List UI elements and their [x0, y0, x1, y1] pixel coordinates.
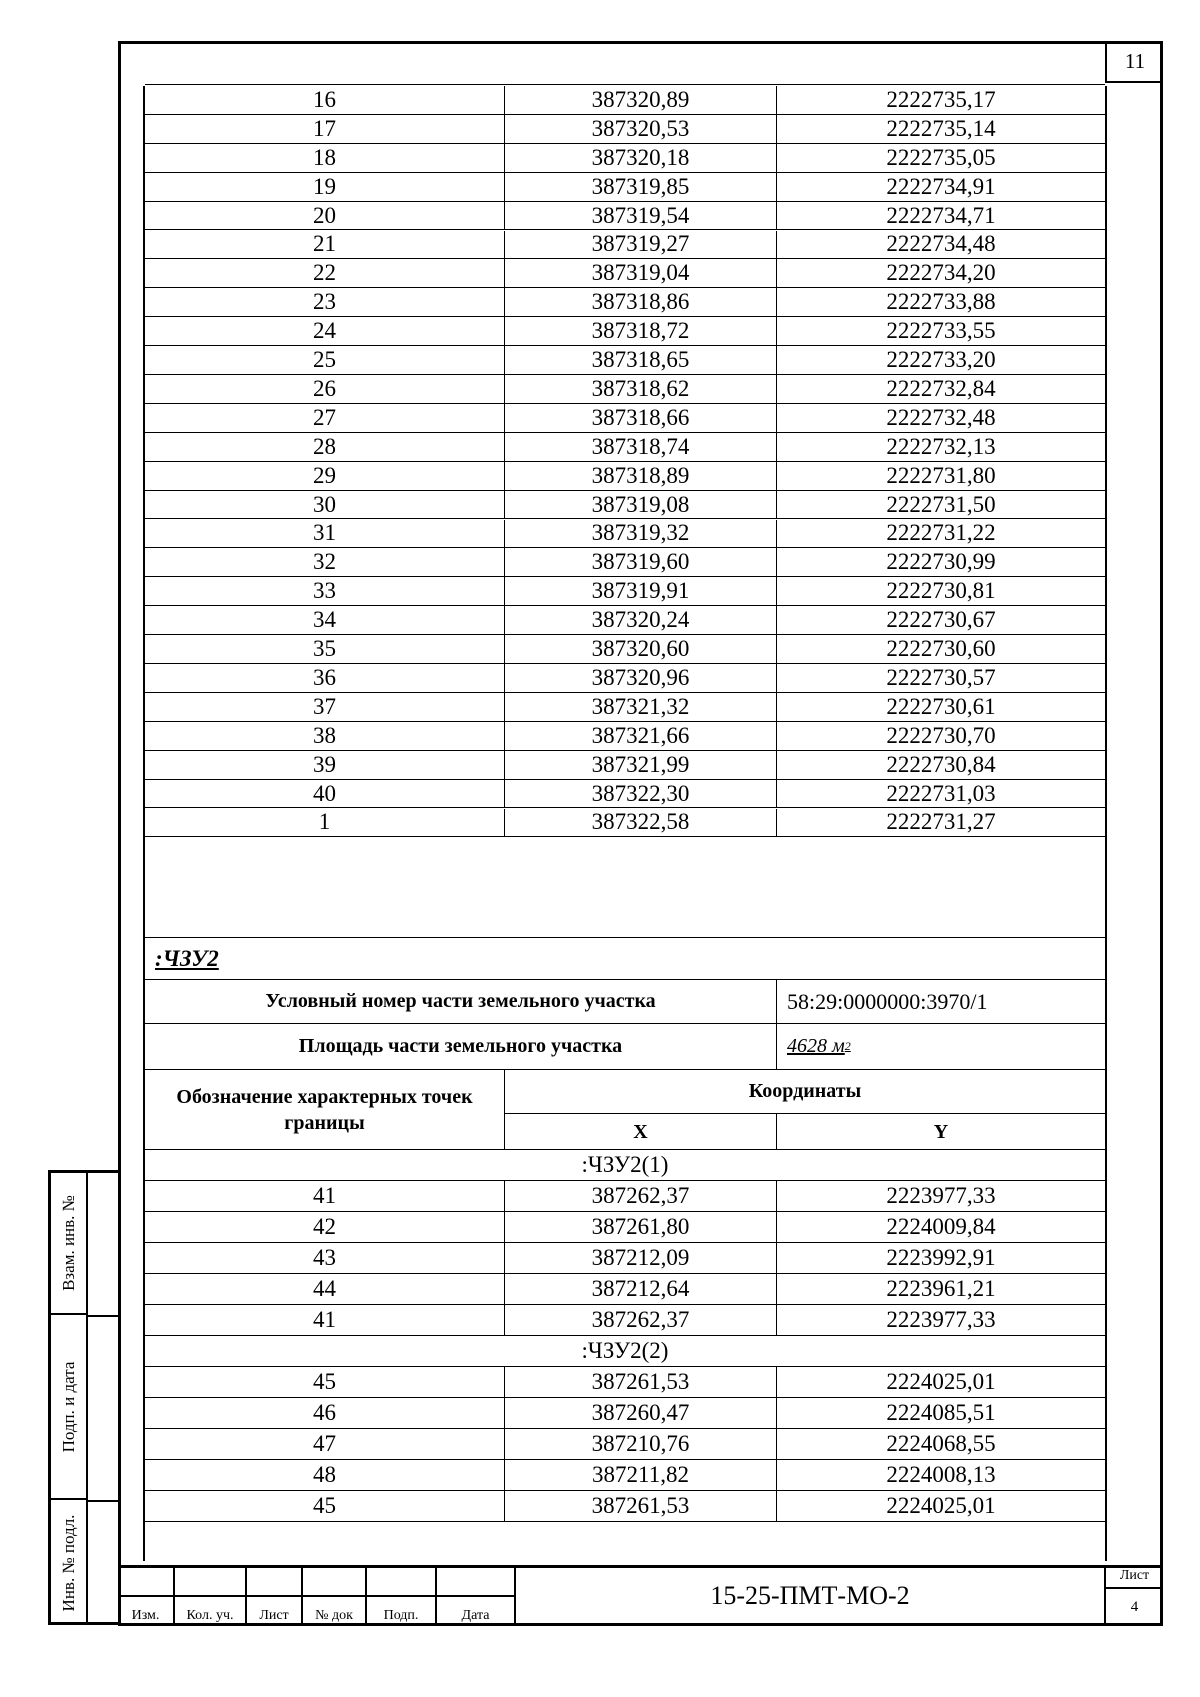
x-cell: 387320,53: [505, 115, 777, 143]
y-cell: 2222733,55: [886, 318, 996, 344]
table-row: [145, 231, 1105, 260]
y-cell: 2222734,48: [886, 231, 996, 257]
x-cell: 387322,30: [505, 780, 777, 808]
table-row: [145, 548, 1105, 577]
side-stamp: [48, 1170, 118, 1625]
table-row: [145, 144, 1105, 173]
x-cell: 387319,08: [505, 491, 777, 519]
x-cell: 387319,32: [505, 520, 777, 548]
y-cell: 2222731,03: [886, 780, 996, 806]
x-cell: 387322,58: [505, 809, 777, 837]
point-id-cell: 43: [145, 1243, 505, 1273]
table-row: [145, 288, 1105, 317]
area-label: Площадь части земельного участка: [145, 1024, 777, 1069]
table-row: [145, 751, 1105, 780]
table-row: [145, 577, 1105, 606]
point-id-cell: 46: [145, 1398, 505, 1428]
x-cell: 387320,89: [505, 86, 777, 114]
stamp-col-sign: Подп.: [367, 1565, 437, 1626]
y-cell: 2222733,20: [886, 347, 996, 373]
y-cell: 2222733,88: [886, 289, 996, 315]
point-id-cell: 25: [145, 346, 505, 374]
table-row: [145, 1460, 1105, 1491]
table-row: [145, 1274, 1105, 1305]
y-cell: 2224009,84: [886, 1214, 996, 1239]
point-id-cell: 16: [145, 86, 505, 114]
table-row: [145, 1491, 1105, 1522]
side-cell-inv: Инв. № подл.: [51, 1500, 88, 1625]
x-header: X: [505, 1114, 777, 1150]
table-row: [145, 693, 1105, 722]
table-row: [145, 346, 1105, 375]
spacer-row: [145, 906, 1105, 938]
stamp-col-doc: № док: [303, 1565, 367, 1626]
group2-title: :ЧЗУ2(2): [581, 1338, 669, 1363]
y-cell: 2222730,57: [886, 664, 996, 690]
point-id-cell: 18: [145, 144, 505, 172]
y-cell: 2222734,71: [886, 202, 996, 228]
page-number: 11: [1105, 41, 1163, 83]
y-cell: 2222730,60: [886, 636, 996, 662]
point-id-cell: 41: [145, 1181, 505, 1211]
point-id-cell: 37: [145, 693, 505, 721]
x-cell: 387319,54: [505, 202, 777, 230]
x-cell: 387318,86: [505, 288, 777, 316]
y-cell: 2222732,84: [886, 375, 996, 401]
y-cell: 2224068,55: [886, 1431, 996, 1456]
sheet-label: Лист: [1106, 1565, 1163, 1589]
side-cell-replace: Взам. инв. №: [51, 1173, 88, 1315]
x-cell: 387318,66: [505, 404, 777, 432]
x-cell: 387211,82: [505, 1460, 777, 1490]
x-cell: 387262,37: [505, 1181, 777, 1211]
y-cell: 2222730,67: [886, 607, 996, 633]
y-cell: 2222730,84: [886, 751, 996, 777]
point-id-cell: 19: [145, 173, 505, 201]
x-cell: 387319,60: [505, 548, 777, 576]
point-id-cell: 22: [145, 259, 505, 287]
y-cell: 2223992,91: [886, 1245, 996, 1270]
title-block: [118, 1565, 1163, 1626]
header-row: [145, 1070, 1105, 1150]
table-row: [145, 433, 1105, 462]
x-cell: 387318,62: [505, 375, 777, 403]
stamp-col-izm: Изм.: [118, 1565, 175, 1626]
x-cell: 387212,09: [505, 1243, 777, 1273]
x-cell: 387319,85: [505, 173, 777, 201]
table-row: [145, 115, 1105, 144]
cond-number-value: 58:29:0000000:3970/1: [787, 988, 988, 1014]
point-id-cell: 45: [145, 1367, 505, 1397]
x-cell: 387319,91: [505, 577, 777, 605]
point-id-cell: 28: [145, 433, 505, 461]
point-id-cell: 30: [145, 491, 505, 519]
x-cell: 387321,32: [505, 693, 777, 721]
point-id-cell: 27: [145, 404, 505, 432]
x-cell: 387320,96: [505, 664, 777, 692]
y-cell: 2222731,22: [886, 520, 996, 546]
x-cell: 387318,65: [505, 346, 777, 374]
point-id-cell: 33: [145, 577, 505, 605]
point-id-cell: 32: [145, 548, 505, 576]
table-row: [145, 202, 1105, 231]
y-cell: 2222730,99: [886, 549, 996, 575]
x-cell: 387319,27: [505, 231, 777, 259]
point-id-cell: 36: [145, 664, 505, 692]
table-row: [145, 86, 1105, 115]
group1-title-row: [145, 1150, 1105, 1181]
point-id-cell: 38: [145, 722, 505, 750]
section-title-row: [145, 938, 1105, 980]
y-cell: 2224025,01: [886, 1493, 996, 1518]
point-id-cell: 44: [145, 1274, 505, 1304]
point-id-cell: 17: [145, 115, 505, 143]
table-row: [145, 635, 1105, 664]
point-id-cell: 26: [145, 375, 505, 403]
x-cell: 387321,99: [505, 751, 777, 779]
cond-number-label: Условный номер части земельного участка: [145, 980, 777, 1023]
section-title: :ЧЗУ2: [155, 945, 219, 971]
y-cell: 2222735,17: [886, 86, 996, 112]
point-id-cell: 34: [145, 606, 505, 634]
document-code: 15-25-ПМТ-МО-2: [710, 1580, 910, 1610]
point-id-cell: 23: [145, 288, 505, 316]
table-row: [145, 606, 1105, 635]
y-cell: 2222732,13: [886, 433, 996, 459]
x-cell: 387320,24: [505, 606, 777, 634]
cond-number-row: [145, 980, 1105, 1024]
y-cell: 2222735,05: [886, 144, 996, 170]
stamp-col-kol: Кол. уч.: [175, 1565, 247, 1626]
point-id-cell: 41: [145, 1305, 505, 1335]
table-row: [145, 520, 1105, 549]
y-cell: 2222734,20: [886, 260, 996, 286]
area-value: 4628 м 2: [787, 1035, 851, 1057]
point-id-cell: 47: [145, 1429, 505, 1459]
stamp-col-list: Лист: [247, 1565, 303, 1626]
y-cell: 2224008,13: [886, 1462, 996, 1487]
table-row: [145, 1429, 1105, 1460]
area-row: [145, 1024, 1105, 1070]
table-row: [145, 375, 1105, 404]
table-row: [145, 491, 1105, 520]
x-cell: 387320,18: [505, 144, 777, 172]
x-cell: 387210,76: [505, 1429, 777, 1459]
y-cell: 2222730,81: [886, 578, 996, 604]
stamp-col-date: Дата: [437, 1565, 516, 1626]
x-cell: 387321,66: [505, 722, 777, 750]
point-id-cell: 48: [145, 1460, 505, 1490]
side-cell-sign: Подп. и дата: [51, 1315, 88, 1500]
group2-title-row: [145, 1336, 1105, 1367]
table-row: [145, 173, 1105, 202]
point-id-cell: 39: [145, 751, 505, 779]
y-cell: 2223977,33: [886, 1307, 996, 1332]
group1-title: :ЧЗУ2(1): [581, 1152, 669, 1177]
y-header: Y: [933, 1120, 949, 1143]
x-cell: 387261,53: [505, 1491, 777, 1521]
point-id-cell: 20: [145, 202, 505, 230]
point-id-cell: 29: [145, 462, 505, 490]
y-cell: 2223961,21: [886, 1276, 996, 1301]
coords-header: Координаты: [505, 1070, 1105, 1114]
y-cell: 2224085,51: [886, 1400, 996, 1425]
table-row: [145, 1305, 1105, 1336]
y-cell: 2222735,14: [886, 115, 996, 141]
point-id-cell: 42: [145, 1212, 505, 1242]
point-id-cell: 45: [145, 1491, 505, 1521]
x-cell: 387318,72: [505, 317, 777, 345]
table-row: [145, 317, 1105, 346]
point-id-cell: 40: [145, 780, 505, 808]
table-row: [145, 722, 1105, 751]
point-id-cell: 21: [145, 231, 505, 259]
y-cell: 2222730,70: [886, 722, 996, 748]
table-row: [145, 809, 1105, 838]
x-cell: 387319,04: [505, 259, 777, 287]
table-row: [145, 780, 1105, 809]
table-row: [145, 404, 1105, 433]
y-cell: 2224025,01: [886, 1369, 996, 1394]
table-row: [145, 1398, 1105, 1429]
x-cell: 387262,37: [505, 1305, 777, 1335]
y-cell: 2222731,80: [886, 462, 996, 488]
table-row: [145, 1212, 1105, 1243]
y-cell: 2222730,61: [886, 693, 996, 719]
point-id-cell: 24: [145, 317, 505, 345]
x-cell: 387320,60: [505, 635, 777, 663]
y-cell: 2222731,50: [886, 491, 996, 517]
point-id-cell: 1: [145, 809, 505, 837]
sheet-value: 4: [1130, 1599, 1139, 1615]
x-cell: 387261,53: [505, 1367, 777, 1397]
y-cell: 2222732,48: [886, 404, 996, 430]
y-cell: 2223977,33: [886, 1183, 996, 1208]
table-row: [145, 259, 1105, 288]
table-row: [145, 1181, 1105, 1212]
table-row: [145, 1243, 1105, 1274]
point-id-cell: 31: [145, 520, 505, 548]
table-row: [145, 462, 1105, 491]
table-row: [145, 664, 1105, 693]
y-cell: 2222734,91: [886, 173, 996, 199]
x-cell: 387261,80: [505, 1212, 777, 1242]
coordinates-table: [143, 86, 1107, 1561]
x-cell: 387318,89: [505, 462, 777, 490]
x-cell: 387212,64: [505, 1274, 777, 1304]
table-row: [145, 1367, 1105, 1398]
x-cell: 387260,47: [505, 1398, 777, 1428]
x-cell: 387318,74: [505, 433, 777, 461]
sheet-box: [1104, 1565, 1163, 1626]
y-cell: 2222731,27: [886, 809, 996, 835]
points-header: Обозначение характерных точек границы: [145, 1070, 505, 1149]
point-id-cell: 35: [145, 635, 505, 663]
